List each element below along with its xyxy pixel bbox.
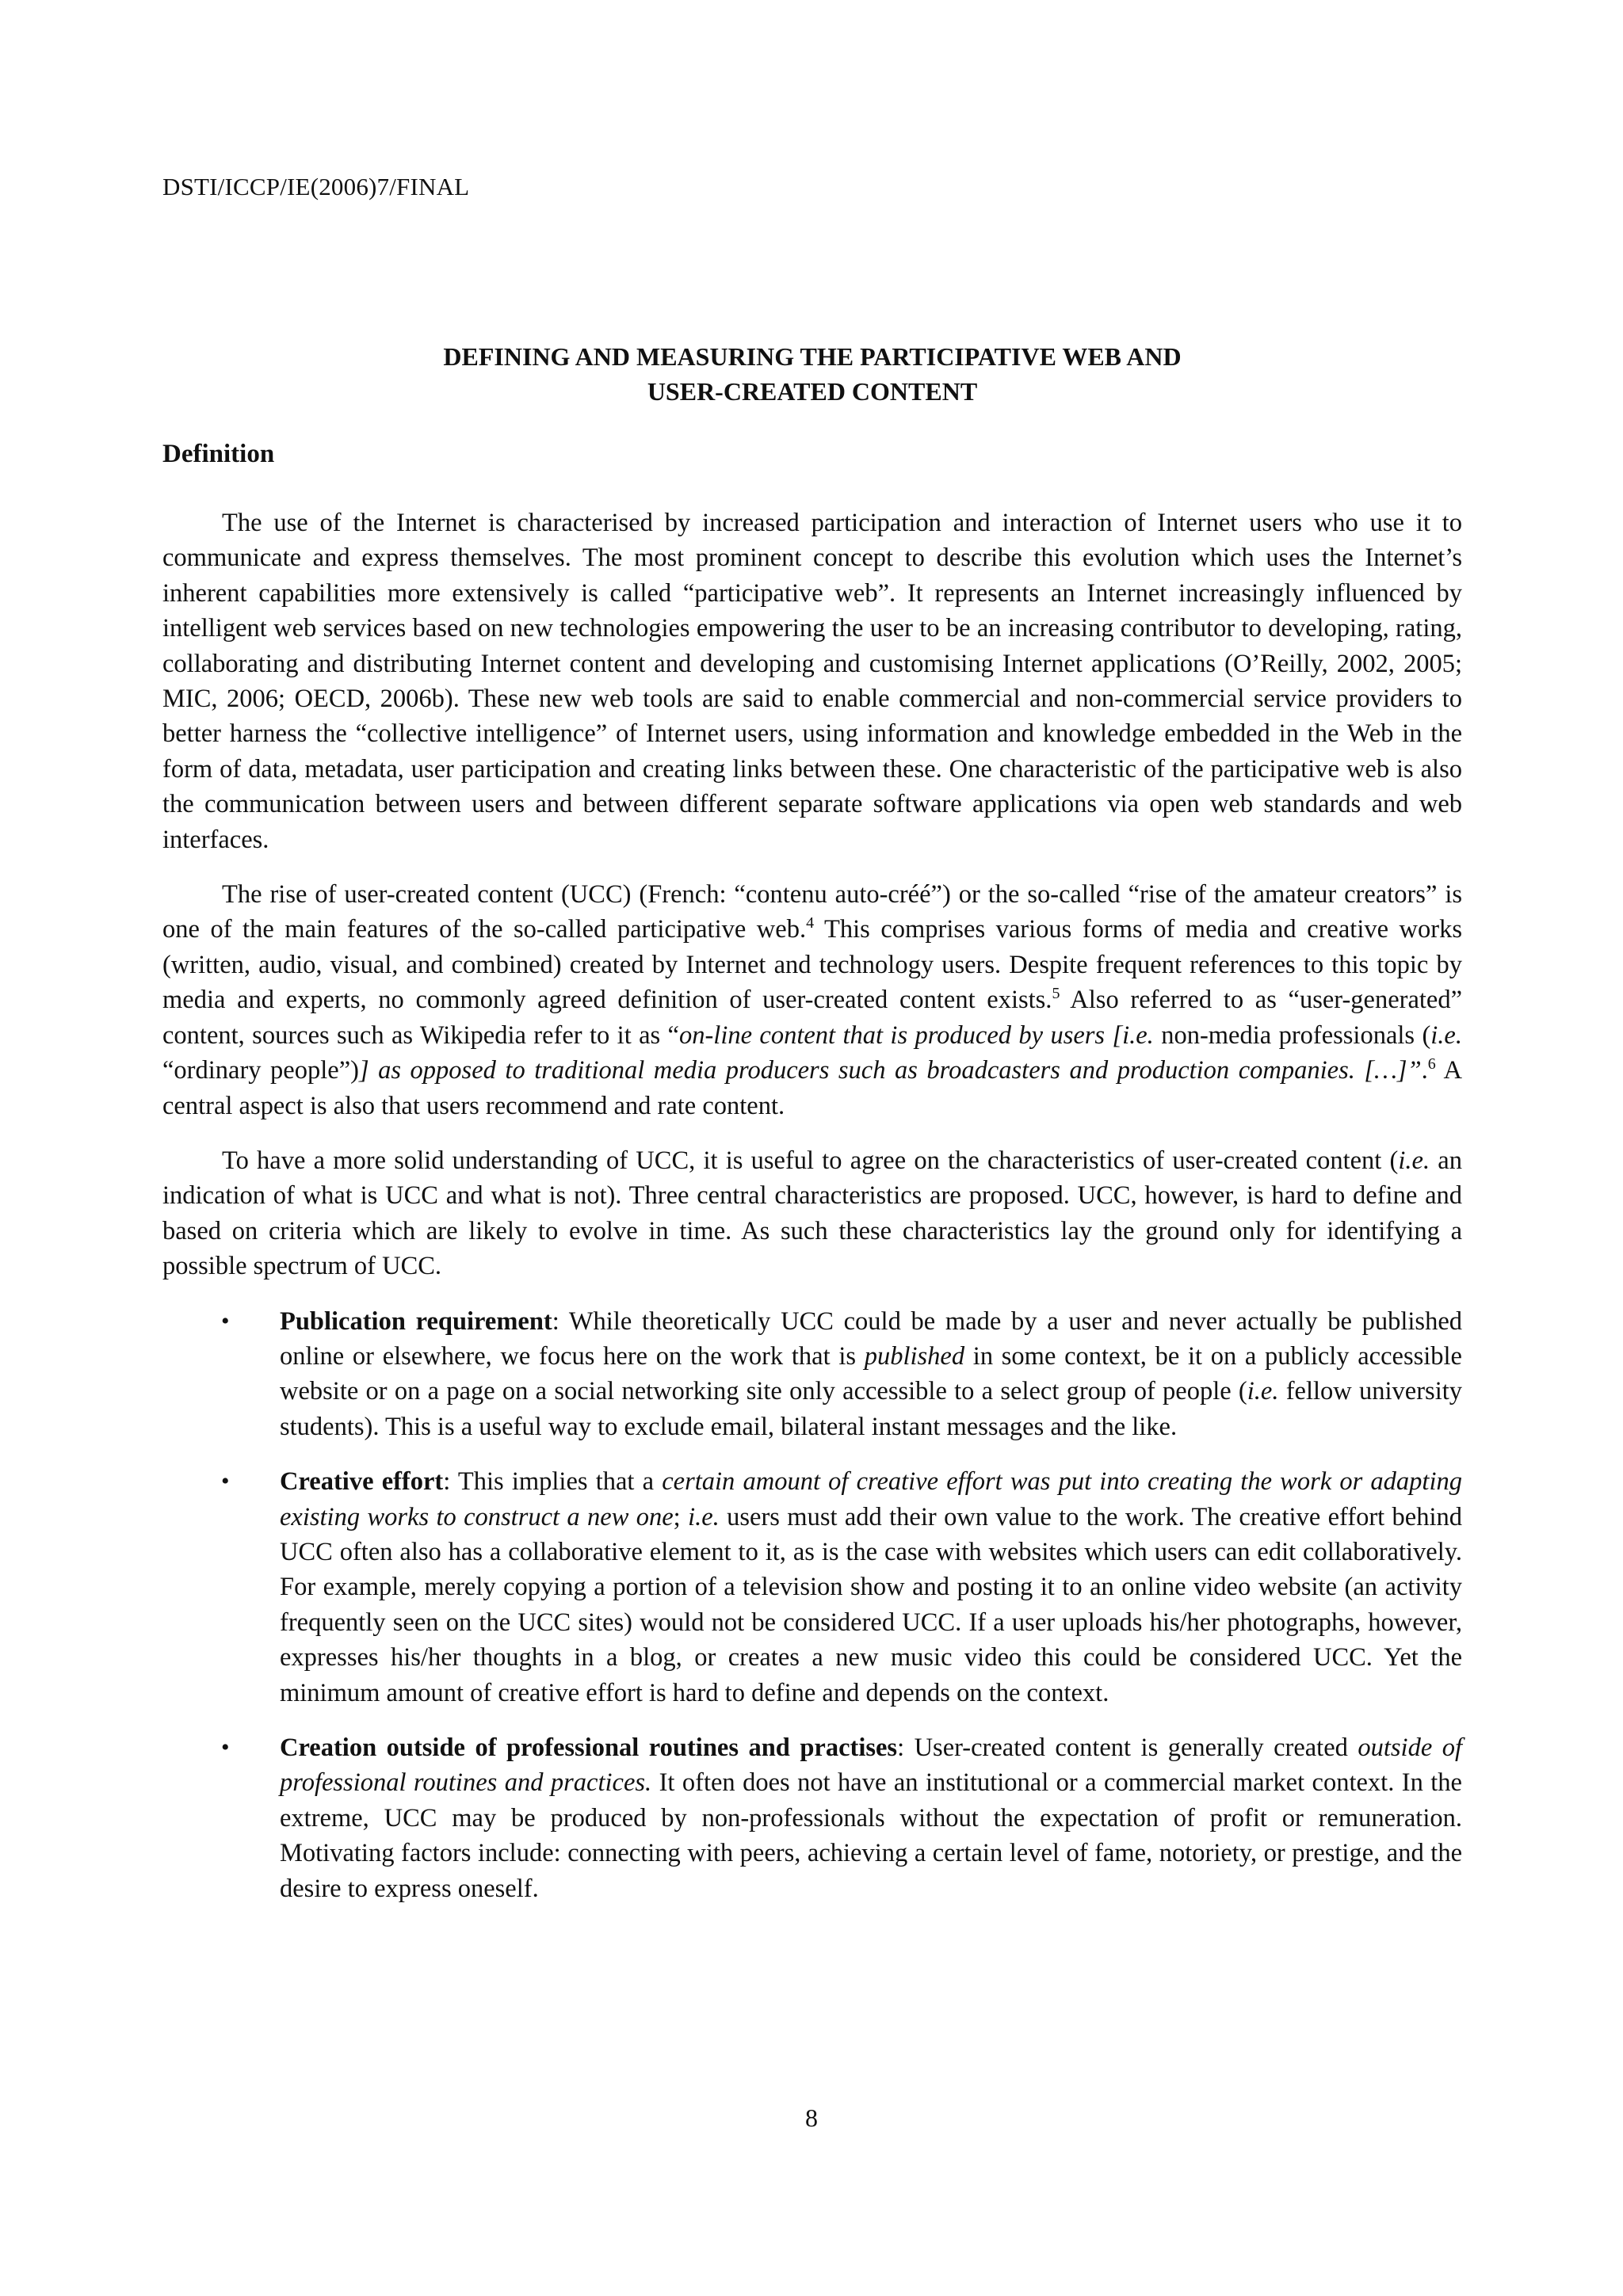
- document-reference: DSTI/ICCP/IE(2006)7/FINAL: [162, 173, 470, 200]
- bullet-icon: •: [221, 1307, 230, 1334]
- footnote-ref-4: 4: [806, 914, 815, 933]
- list-item-creative-effort: • Creative effort: This implies that a certain amount of creative effort was put into creating the work or adapting existing works to construct a new one; i.e. users must add their own value to the work. The creative effort behind UCC often also has a collaborative element to it, as is the case with websites which users can edit collaboratively. For example, merely copying a portion of a television show and posting it to an online video website (an activity frequently seen on the UCC sites) would not be considered UCC. If a user uploads his/her photographs, however, expresses his/her thoughts in a blog, or creates a new music video this could be considered UCC. Yet the minimum amount of creative effort is hard to define and depends on the context.: [162, 1464, 1462, 1711]
- paragraph-ucc-characteristics: To have a more solid understanding of UCC, it is useful to agree on the characteristics of user-created content (i.e. an indication of what is UCC and what is not). Three central characteristics are proposed. UCC, however, is hard to define and based on criteria which are likely to evolve in time. As such these characteristics lay the ground only for identifying a possible spectrum of UCC.: [162, 1146, 1462, 1281]
- characteristics-list: [162, 1304, 1462, 1907]
- body-text: [162, 505, 1462, 1926]
- page-number: 8: [805, 2103, 818, 2132]
- section-heading: Definition: [162, 440, 275, 468]
- list-item-outside-professional-routines: • Creation outside of professional routines and practises: User-created content is generally created outside of professional routines and practices. It often does not have an institutional or a commercial market context. In the extreme, UCC may be produced by non-professionals without the expectation of profit or remuneration. Motivating factors include: connecting with peers, achieving a certain level of fame, notoriety, or prestige, and the desire to express oneself.: [162, 1730, 1462, 1906]
- page-title: [162, 339, 1462, 409]
- footnote-ref-6: 6: [1427, 1055, 1436, 1074]
- list-item-publication-requirement: • Publication requirement: While theoretically UCC could be made by a user and never actually be published online or elsewhere, we focus here on the work that is published in some context, be it on a publicly accessible website or on a page on a social networking site only accessible to a select group of people (i.e. fellow university students). This is a useful way to exclude email, bilateral instant messages and the like.: [162, 1304, 1462, 1445]
- title-line-1: DEFINING AND MEASURING THE PARTICIPATIVE WEB AND: [443, 342, 1182, 371]
- title-line-2: USER-CREATED CONTENT: [647, 377, 978, 406]
- footnote-ref-5: 5: [1052, 985, 1060, 1003]
- paragraph-ucc-rise: The rise of user-created content (UCC) (French: “contenu auto-créé”) or the so-called “rise of the amateur creators” is one of the main features of the so-called participative web.$^4$ This comprises various forms of media and creative works (written, audio, visual, and combined) created by Internet and technology users. Despite frequent references to this topic by media and experts, no commonly agreed definition of user-created content exists.$^5$ Also referred to as “user-generated” content, sources such as Wikipedia refer to it as “on-line content that is produced by users [i.e. non-media professionals (i.e. “ordinary people”)] as opposed to traditional media producers such as broadcasters and production companies. […]”.$^6$ A central aspect is also that users recommend and rate content.: [162, 880, 1462, 1120]
- paragraph-participative-web: The use of the Internet is characterised by increased participation and interaction of Internet users who use it to communicate and express themselves. The most prominent concept to describe this evolution which uses the Internet’s inherent capabilities more extensively is called “participative web”. It represents an Internet increasingly influenced by intelligent web services based on new technologies empowering the user to be an increasing contributor to developing, rating, collaborating and distributing Internet content and developing and customising Internet applications (O’Reilly, 2002, 2005; MIC, 2006; OECD, 2006b). These new web tools are said to enable commercial and non-commercial service providers to better harness the “collective intelligence” of Internet users, using information and knowledge embedded in the Web in the form of data, metadata, user participation and creating links between these. One characteristic of the participative web is also the communication between users and between different separate software applications via open web standards and web interfaces.: [162, 509, 1462, 854]
- bullet-icon: •: [221, 1468, 230, 1495]
- bullet-icon: •: [221, 1734, 230, 1760]
